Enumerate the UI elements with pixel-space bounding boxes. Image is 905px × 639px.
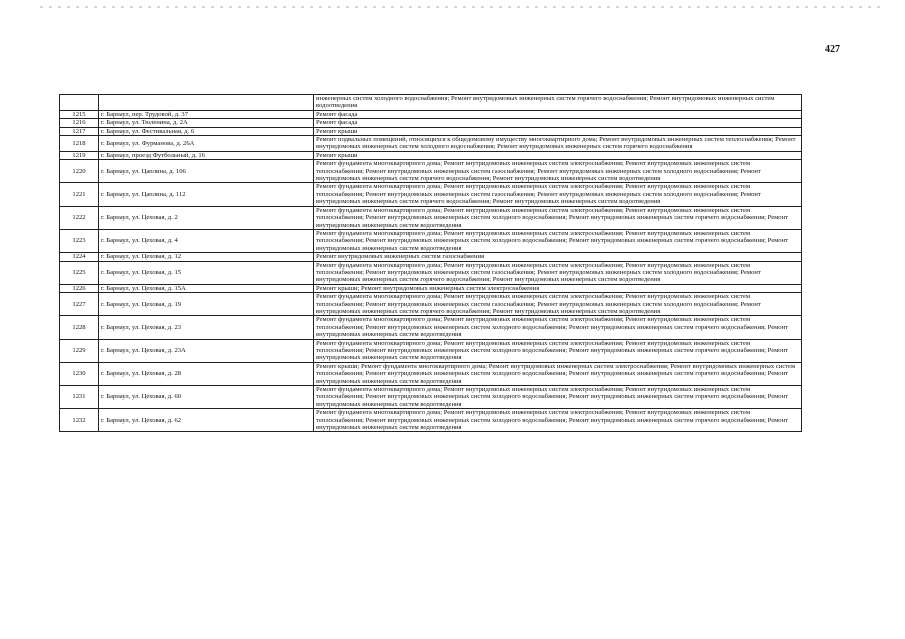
- row-works: Ремонт фундамента многоквартирного дома; Ремонт внутридомовых инженерных систем электроснабжения; Ремонт внутридомовых инженерных систем теплоснабжения; Ремонт внутридомовых инженерных систем газоснабжения; Ремонт внутридомовых инженерных систем холодного водоснабжения; Ремонт внутридомовых инженерных систем горячего водоснабжения; Ремонт внутридомовых инженерных систем водоотведения: [314, 293, 802, 316]
- row-works: Ремонт фундамента многоквартирного дома; Ремонт внутридомовых инженерных систем электроснабжения; Ремонт внутридомовых инженерных систем теплоснабжения; Ремонт внутридомовых инженерных систем холодного водоснабжения; Ремонт внутридомовых инженерных систем горячего водоснабжения; Ремонт внутридомовых инженерных систем водоотведения: [314, 229, 802, 252]
- table-row: [60, 284, 802, 292]
- row-address: г. Барнаул, ул. Цаплина, д. 112: [99, 183, 314, 206]
- row-works: Ремонт фундамента многоквартирного дома; Ремонт внутридомовых инженерных систем электроснабжения; Ремонт внутридомовых инженерных систем теплоснабжения; Ремонт внутридомовых инженерных систем холодного водоснабжения; Ремонт внутридомовых инженерных систем горячего водоснабжения; Ремонт внутридомовых инженерных систем водоотведения: [314, 339, 802, 362]
- row-works: Ремонт фундамента многоквартирного дома; Ремонт внутридомовых инженерных систем электроснабжения; Ремонт внутридомовых инженерных систем теплоснабжения; Ремонт внутридомовых инженерных систем холодного водоснабжения; Ремонт внутридомовых инженерных систем горячего водоснабжения; Ремонт внутридомовых инженерных систем водоотведения: [314, 206, 802, 229]
- table-row: [60, 151, 802, 159]
- works-table: [59, 94, 802, 432]
- table-row: [60, 119, 802, 127]
- row-address: г. Барнаул, проезд Футбольный, д. 16: [99, 151, 314, 159]
- table-row: [60, 95, 802, 111]
- table-row: [60, 127, 802, 135]
- row-address: г. Барнаул, ул. Цеховая, д. 2: [99, 206, 314, 229]
- table-row: [60, 316, 802, 339]
- row-works: Ремонт фундамента многоквартирного дома; Ремонт внутридомовых инженерных систем электроснабжения; Ремонт внутридомовых инженерных систем теплоснабжения; Ремонт внутридомовых инженерных систем газоснабжения; Ремонт внутридомовых инженерных систем холодного водоснабжения; Ремонт внутридомовых инженерных систем горячего водоснабжения; Ремонт внутридомовых инженерных систем водоотведения: [314, 183, 802, 206]
- row-address: г. Барнаул, ул. Цеховая, д. 23А: [99, 339, 314, 362]
- row-number: [60, 95, 99, 111]
- row-address: г. Барнаул, ул. Цеховая, д. 28: [99, 362, 314, 385]
- row-number: 1215: [60, 110, 99, 118]
- row-address: г. Барнаул, ул. Цеховая, д. 12: [99, 253, 314, 261]
- row-number: 1231: [60, 386, 99, 409]
- row-address: г. Барнаул, ул. Тюленина, д. 2А: [99, 119, 314, 127]
- row-address: г. Барнаул, ул. Цеховая, д. 4: [99, 229, 314, 252]
- row-address: г. Барнаул, ул. Фестивальная, д. 6: [99, 127, 314, 135]
- table-row: [60, 229, 802, 252]
- table-row: [60, 253, 802, 261]
- row-works: Ремонт фундамента многоквартирного дома; Ремонт внутридомовых инженерных систем электроснабжения; Ремонт внутридомовых инженерных систем теплоснабжения; Ремонт внутридомовых инженерных систем холодного водоснабжения; Ремонт внутридомовых инженерных систем горячего водоснабжения; Ремонт внутридомовых инженерных систем водоотведения: [314, 316, 802, 339]
- row-number: 1217: [60, 127, 99, 135]
- row-address: г. Барнаул, ул. Цеховая, д. 19: [99, 293, 314, 316]
- table-row: [60, 160, 802, 183]
- row-number: 1221: [60, 183, 99, 206]
- row-number: 1219: [60, 151, 99, 159]
- row-address: г. Барнаул, ул. Цеховая, д. 60: [99, 386, 314, 409]
- row-number: 1229: [60, 339, 99, 362]
- row-number: 1216: [60, 119, 99, 127]
- row-number: 1228: [60, 316, 99, 339]
- row-number: 1232: [60, 409, 99, 432]
- row-number: 1223: [60, 229, 99, 252]
- row-address: г. Барнаул, ул. Цеховая, д. 62: [99, 409, 314, 432]
- scan-artifact: [40, 6, 880, 8]
- row-works: Ремонт внутридомовых инженерных систем газоснабжения: [314, 253, 802, 261]
- table-row: [60, 386, 802, 409]
- table-row: [60, 339, 802, 362]
- row-address: г. Барнаул, ул. Цаплина, д. 106: [99, 160, 314, 183]
- row-address: г. Барнаул, ул. Цеховая, д. 15А: [99, 284, 314, 292]
- row-number: 1222: [60, 206, 99, 229]
- row-works: Ремонт фундамента многоквартирного дома; Ремонт внутридомовых инженерных систем электроснабжения; Ремонт внутридомовых инженерных систем теплоснабжения; Ремонт внутридомовых инженерных систем газоснабжения; Ремонт внутридомовых инженерных систем холодного водоснабжения; Ремонт внутридомовых инженерных систем горячего водоснабжения; Ремонт внутридомовых инженерных систем водоотведения: [314, 261, 802, 284]
- row-works: Ремонт крыши: [314, 151, 802, 159]
- row-works: Ремонт крыши; Ремонт внутридомовых инженерных систем электроснабжения: [314, 284, 802, 292]
- row-number: 1218: [60, 136, 99, 152]
- row-number: 1226: [60, 284, 99, 292]
- row-works: Ремонт фундамента многоквартирного дома; Ремонт внутридомовых инженерных систем электроснабжения; Ремонт внутридомовых инженерных систем теплоснабжения; Ремонт внутридомовых инженерных систем холодного водоснабжения; Ремонт внутридомовых инженерных систем горячего водоснабжения; Ремонт внутридомовых инженерных систем водоотведения: [314, 386, 802, 409]
- row-number: 1220: [60, 160, 99, 183]
- row-number: 1225: [60, 261, 99, 284]
- row-address: г. Барнаул, пер. Трудовой, д. 37: [99, 110, 314, 118]
- table-body: [60, 95, 802, 432]
- row-number: 1224: [60, 253, 99, 261]
- table-row: [60, 206, 802, 229]
- table-row: [60, 183, 802, 206]
- table-row: [60, 409, 802, 432]
- row-address: г. Барнаул, ул. Цеховая, д. 23: [99, 316, 314, 339]
- row-works: Ремонт фасада: [314, 110, 802, 118]
- row-address: г. Барнаул, ул. Цеховая, д. 15: [99, 261, 314, 284]
- row-works: инженерных систем холодного водоснабжения; Ремонт внутридомовых инженерных систем горячего водоснабжения; Ремонт внутридомовых инженерных систем водоотведения: [314, 95, 802, 111]
- row-number: 1230: [60, 362, 99, 385]
- row-address: г. Барнаул, ул. Фурманова, д. 26А: [99, 136, 314, 152]
- row-works: Ремонт крыши; Ремонт фундамента многоквартирного дома; Ремонт внутридомовых инженерных систем электроснабжения; Ремонт внутридомовых инженерных систем теплоснабжения; Ремонт внутридомовых инженерных систем холодного водоснабжения; Ремонт внутридомовых инженерных систем горячего водоснабжения; Ремонт внутридомовых инженерных систем водоотведения: [314, 362, 802, 385]
- row-works: Ремонт фасада: [314, 119, 802, 127]
- row-number: 1227: [60, 293, 99, 316]
- row-works: Ремонт крыши: [314, 127, 802, 135]
- page-number: 427: [825, 44, 840, 55]
- table-row: [60, 110, 802, 118]
- table-row: [60, 362, 802, 385]
- table-row: [60, 261, 802, 284]
- row-address: [99, 95, 314, 111]
- row-works: Ремонт фундамента многоквартирного дома; Ремонт внутридомовых инженерных систем электроснабжения; Ремонт внутридомовых инженерных систем теплоснабжения; Ремонт внутридомовых инженерных систем газоснабжения; Ремонт внутридомовых инженерных систем холодного водоснабжения; Ремонт внутридомовых инженерных систем горячего водоснабжения; Ремонт внутридомовых инженерных систем водоотведения: [314, 160, 802, 183]
- row-works: Ремонт подвальных помещений, относящихся к общедомовому имуществу многоквартирного дома; Ремонт внутридомовых инженерных систем теплоснабжения; Ремонт внутридомовых инженерных систем холодного водоснабжения; Ремонт внутридомовых инженерных систем горячего водоснабжения: [314, 136, 802, 152]
- table-row: [60, 293, 802, 316]
- row-works: Ремонт фундамента многоквартирного дома; Ремонт внутридомовых инженерных систем электроснабжения; Ремонт внутридомовых инженерных систем теплоснабжения; Ремонт внутридомовых инженерных систем холодного водоснабжения; Ремонт внутридомовых инженерных систем горячего водоснабжения; Ремонт внутридомовых инженерных систем водоотведения: [314, 409, 802, 432]
- table-row: [60, 136, 802, 152]
